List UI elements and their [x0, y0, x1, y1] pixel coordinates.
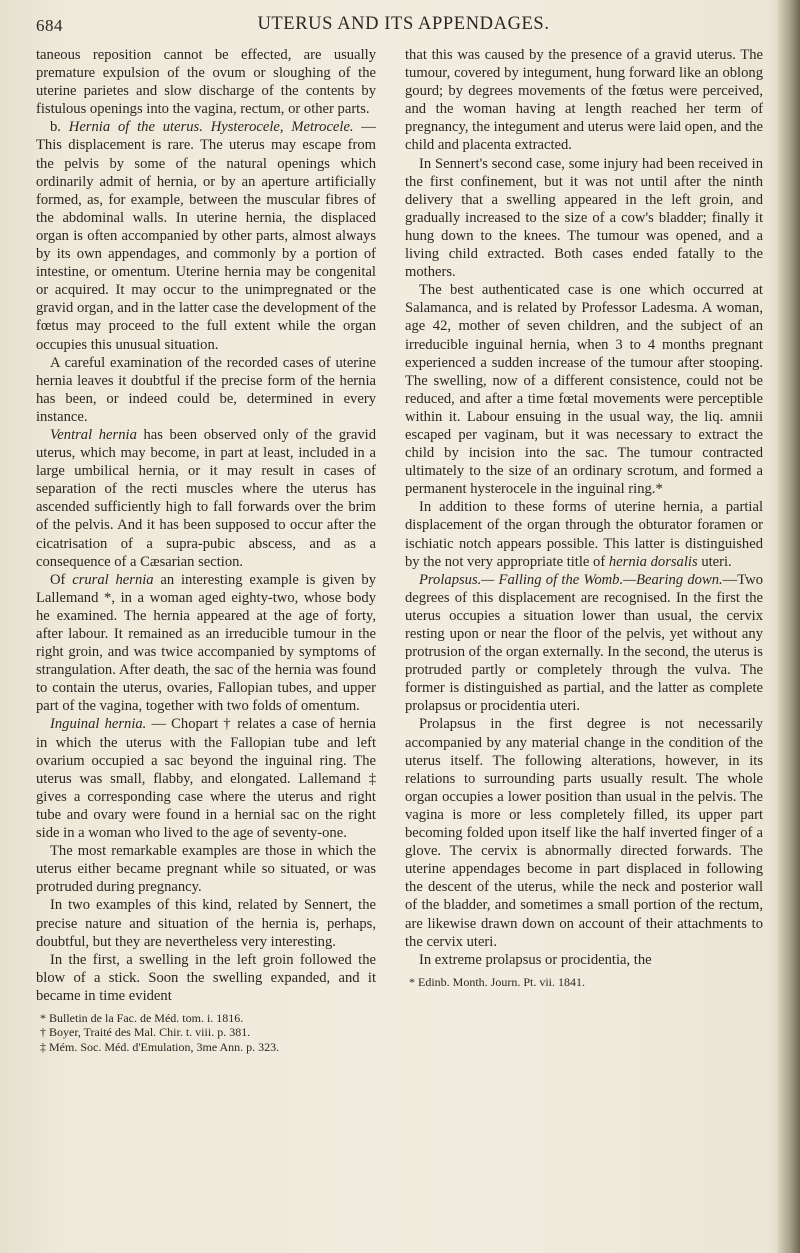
paragraph: [36, 118, 376, 353]
paragraph-text: uteri.: [701, 553, 732, 570]
section-title: Ventral hernia: [50, 426, 137, 443]
paragraph-text: has been observed only of the gravid uterus, which may become, in part at least, included in a large umbilical hernia, or it may result in cases of separation of the recti muscles where the uterus has ascended sufficiently high to fall forwards over the brim of the pelvis. And it has been supposed to occur after the cicatrisation of a supra-pubic abscess, and as a consequence of a Cæsarian section.: [36, 426, 377, 570]
paragraph: In the first, a swelling in the left groin followed the blow of a stick. Soon the swelling expanded, and it became in time evident: [36, 951, 376, 1004]
paragraph: taneous reposition cannot be effected, are usually premature expulsion of the ovum or sloughing of the uterine parietes and slow discharge of the contents by fistulous openings into the vagina, rectum, or other parts.: [36, 47, 376, 118]
italic-term: hernia dorsalis: [608, 553, 698, 570]
page-header: [36, 14, 771, 38]
paragraph: The best authenticated case is one which occurred at Salamanca, and is related by Professor Ladesma. A woman, age 42, mother of seven children, and the subject of an irreducible inguinal hernia, when 3 to 4 months pregnant experienced a sudden increase of the tumour after stooping. The swelling, now of a different consistence, could not be reduced, and after a time fœtal movements were perceptible within it. Labour ensuing in the usual way, the liq. amnii escaped per vaginam, but it was necessary to extract the child by incision into the sac. The tumour contracted ultimately to the size of an ordinary scrotum, and formed a permanent hysterocele in the inguinal ring.*: [405, 282, 763, 498]
paragraph: [36, 426, 376, 571]
paragraph: that this was caused by the presence of a gravid uterus. The tumour, covered by integument, hung forward like an oblong gourd; by degrees movements of the fœtus were perceived, and the woman having at length reached her term of pregnancy, the integument and uterus were laid open, and the child and placenta extracted.: [405, 47, 763, 154]
footnote: † Boyer, Traité des Mal. Chir. t. viii. p. 381.: [40, 1025, 251, 1040]
left-column: [36, 46, 376, 1054]
paragraph-text: an interesting example is given by Lallemand *, in a woman aged eighty-two, whose body he examined. The hernia appeared at the age of forty, after labour. It remained as an irreducible tumour in the right groin, and was twice accompanied by symptoms of strangulation. After death, the sac of the hernia was found to contain the uterus, ovaries, Fallopian tubes, and upper part of the vagina, together with two folds of omentum.: [36, 571, 376, 715]
paragraph: The most remarkable examples are those in which the uterus either became pregnant while so situated, or was protruded during pregnancy.: [36, 843, 376, 896]
footnotes: [36, 1011, 376, 1055]
page-edge: [778, 0, 800, 1253]
footnote: * Edinb. Month. Journ. Pt. vii. 1841.: [409, 974, 586, 989]
footnote: ‡ Mém. Soc. Méd. d'Emulation, 3me Ann. p. 323.: [40, 1039, 280, 1054]
paragraph-text: In addition to these forms of uterine hernia, a partial displacement of the organ through the obturator foramen or ischiatic notch appears possible. This latter is distinguished by the not very appropriate title of: [405, 499, 763, 570]
paragraph: In two examples of this kind, related by Sennert, the precise nature and situation of the hernia is, perhaps, doubtful, but they are nevertheless very interesting.: [36, 897, 376, 950]
paragraph: [405, 571, 763, 716]
paragraph-text: —Two degrees of this displacement are recognised. In the first the uterus occupies a situation lower than usual, the cervix resting upon or near the floor of the pelvis, yet without any protrusion of the organ externally. In the second, the uterus is protruded partly or completely through the vulva. The former is distinguished as partial, and the latter as complete prolapsus or procidentia uteri.: [405, 571, 763, 715]
paragraph-text: Of: [50, 571, 66, 588]
section-title: Inguinal hernia.: [50, 716, 147, 733]
paragraph-text: — Chopart † relates a case of hernia in which the uterus with the Fallopian tube and left ovarium occupied a sac beyond the inguinal ring. The uterus was small, flabby, and elongated. Lallemand ‡ gives a corresponding case where the uterus and right tube and ovary were found in a hernial sac on the right side in a woman who lived to the age of seventy-one.: [36, 716, 376, 842]
footnote: * Bulletin de la Fac. de Méd. tom. i. 1816.: [40, 1010, 244, 1025]
running-head: UTERUS AND ITS APPENDAGES.: [257, 14, 550, 34]
paragraph-text: — This displacement is rare. The uterus may escape from the pelvis by some of the natural openings which ordinarily admit of hernia, or by an aperture artificially formed, as, for example, between the muscular fibres of the abdominal walls. In uterine hernia, the displaced organ is often accompanied by other parts, almost always by its own appendages, and commonly by a portion of intestine, or omentum. Uterine hernia may be congenital or acquired. It may occur to the unimpregnated or the gravid organ, and in the latter case the development of the fœtus may proceed to the full extent while the organ occupies this unusual situation.: [36, 119, 376, 353]
section-title: Hernia of the uterus. Hysterocele, Metrocele.: [68, 119, 354, 136]
section-label: b.: [50, 119, 61, 136]
paragraph: [405, 498, 763, 570]
paragraph: In Sennert's second case, some injury had been received in the first confinement, but it was not until after the ninth delivery that a swelling appeared in the left groin, and gradually increased to the size of a cow's bladder; finally it hung down to the knees. The tumour was opened, and a living child extracted. Both cases ended fatally to the mothers.: [405, 155, 763, 281]
right-column: [405, 46, 763, 989]
footnotes: [405, 975, 763, 990]
paragraph: [36, 715, 376, 842]
section-title: Prolapsus.— Falling of the Womb.—Bearing down.: [419, 571, 723, 588]
paragraph: A careful examination of the recorded cases of uterine hernia leaves it doubtful if the precise form of the hernia has been, or indeed could be, determined in every instance.: [36, 354, 376, 425]
paragraph: [36, 571, 376, 716]
page-number: 684: [36, 16, 63, 35]
paragraph: In extreme prolapsus or procidentia, the: [419, 951, 652, 968]
paragraph: Prolapsus in the first degree is not necessarily accompanied by any material change in the condition of the uterus itself. The following alterations, however, in its relations to surrounding parts usually result. The whole organ occupies a lower position than usual in the pelvis. The vagina is more or less completely filled, its upper part becoming folded upon itself like the half inverted finger of a glove. The cervix is abnormally directed forwards. The uterine appendages become in part displaced in following the descent of the uterus, while the neck and posterior wall of the bladder, and sometimes a small portion of the rectum, are likewise drawn down on account of their attachments to the cervix uteri.: [405, 716, 763, 950]
section-title: crural hernia: [72, 571, 154, 588]
